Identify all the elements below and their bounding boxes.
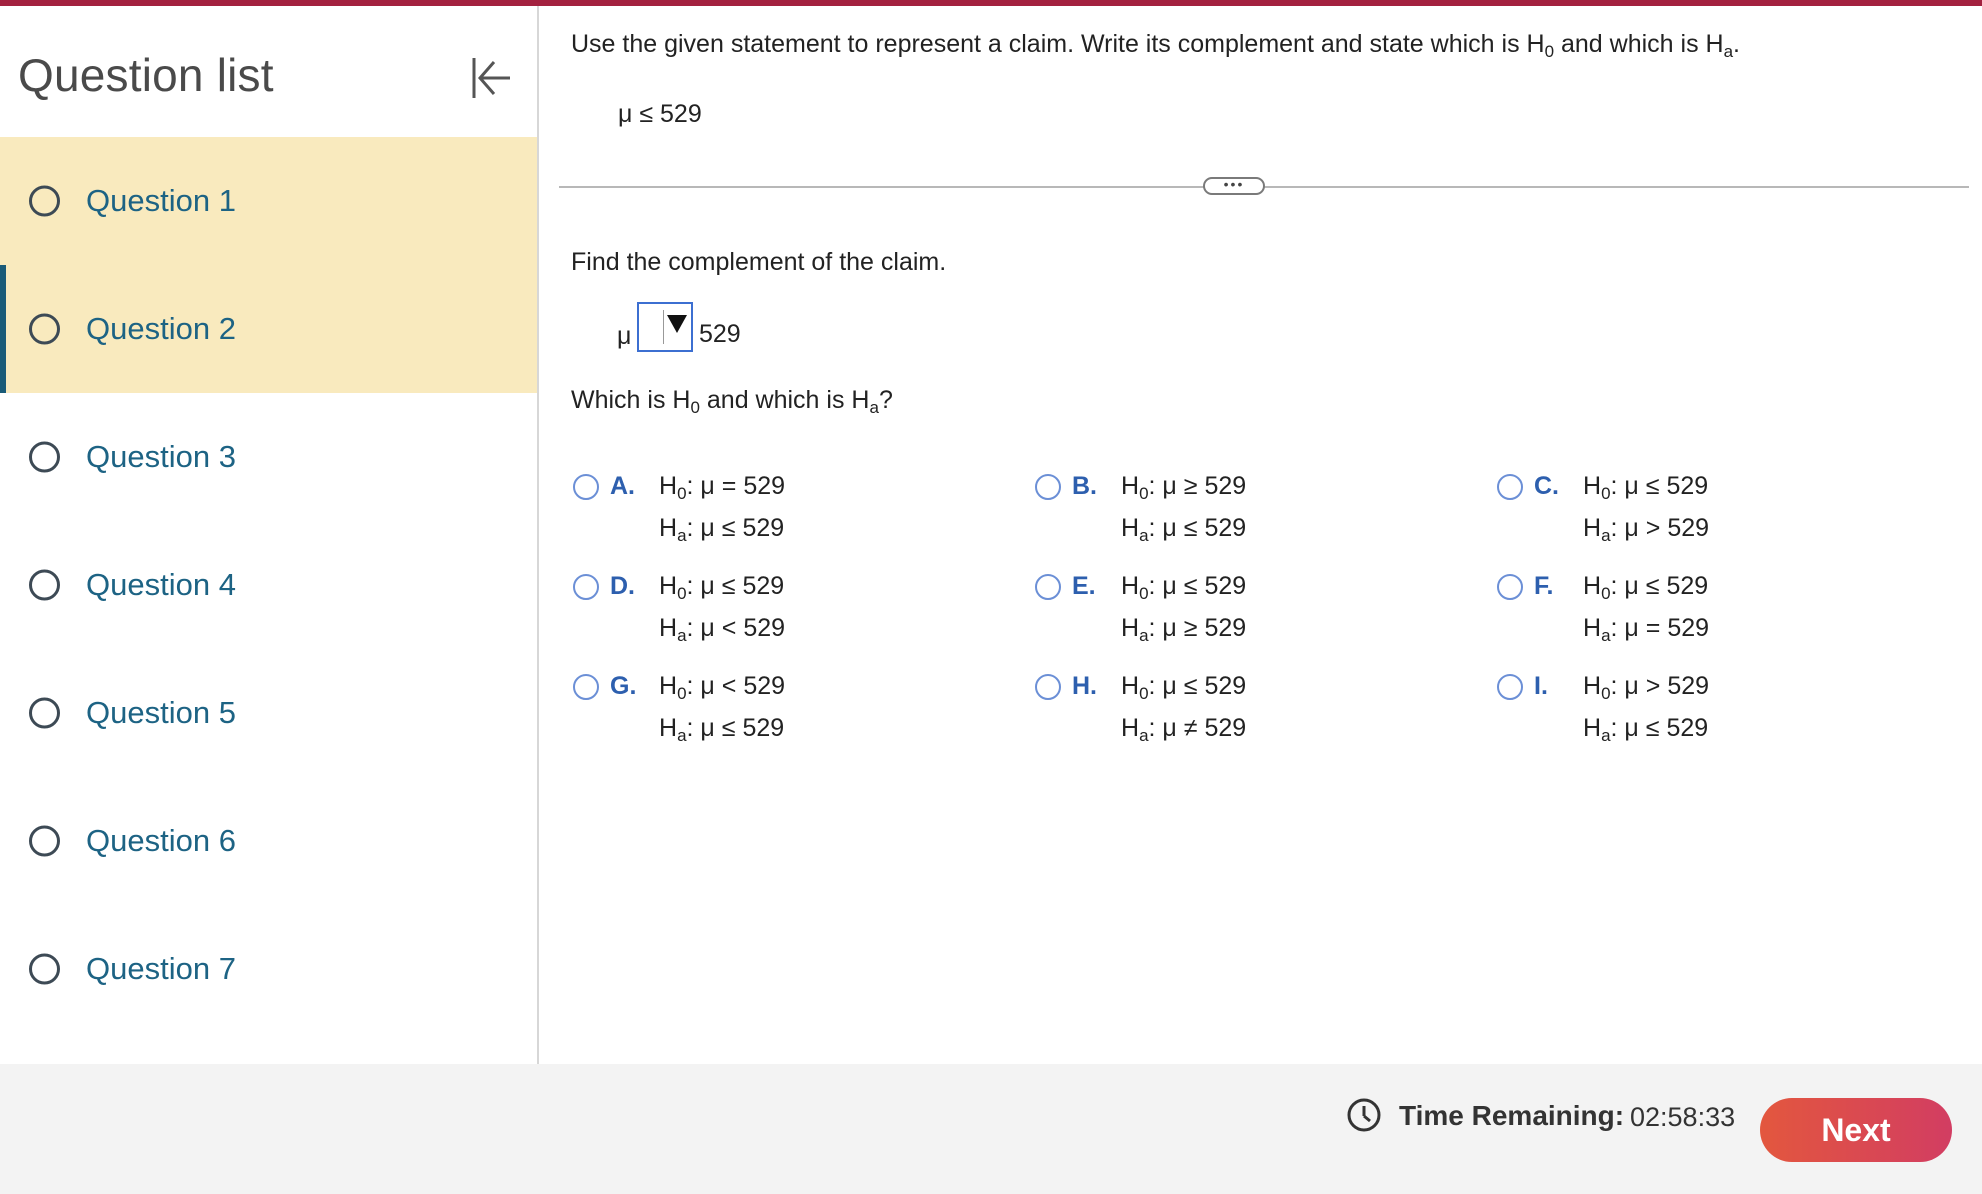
- sidebar-title: Question list: [18, 49, 274, 101]
- question-label: Question 3: [86, 439, 236, 474]
- question-item-3[interactable]: [0, 393, 537, 521]
- question-item-4[interactable]: [0, 521, 537, 649]
- question-label: Question 7: [86, 951, 236, 986]
- subscript: a: [677, 626, 687, 645]
- option-letter: B.: [1072, 472, 1097, 500]
- question-label: Question 1: [86, 183, 236, 218]
- option-ha: $H_a$: μ ≤ 529: [659, 714, 785, 745]
- dropdown-arrow-icon: [667, 315, 687, 333]
- which-text: ?: [878, 386, 893, 414]
- dropdown-separator: [663, 310, 664, 344]
- subscript: a: [869, 398, 879, 417]
- subscript: 0: [1601, 484, 1611, 503]
- option-e[interactable]: [1035, 572, 1455, 652]
- complement-value: 529: [699, 320, 741, 348]
- option-ha: $H_a$: μ < 529: [659, 614, 786, 645]
- ha-text: : μ ≤ 529: [686, 714, 785, 742]
- option-f[interactable]: [1497, 572, 1917, 652]
- ha-text: : μ > 529: [1610, 514, 1710, 542]
- collapse-left-icon: [462, 50, 518, 106]
- option-h0: $H_0$: μ ≤ 529: [659, 572, 785, 603]
- option-h0: $H_0$: μ ≤ 529: [1583, 472, 1709, 503]
- subscript: a: [677, 526, 687, 545]
- ha-text: : μ ≠ 529: [1148, 714, 1247, 742]
- subscript: a: [1601, 626, 1611, 645]
- option-a[interactable]: [573, 472, 993, 552]
- question-list-sidebar: [0, 6, 539, 1064]
- question-label: Question 5: [86, 695, 236, 730]
- question-item-1[interactable]: [0, 137, 537, 265]
- subscript: a: [1601, 726, 1611, 745]
- status-circle-icon: [29, 186, 60, 217]
- option-letter: G.: [610, 672, 637, 700]
- subscript: a: [1139, 626, 1149, 645]
- option-b[interactable]: [1035, 472, 1455, 552]
- h0-text: : μ ≤ 529: [686, 572, 785, 600]
- subscript: 0: [1544, 42, 1555, 61]
- time-remaining-label: Time Remaining:: [1399, 1100, 1625, 1131]
- h0-text: : μ < 529: [686, 672, 786, 700]
- question-label: Question 6: [86, 823, 236, 858]
- question-item-2[interactable]: [0, 265, 537, 393]
- subscript: a: [1601, 526, 1611, 545]
- prompt-text: and which is H: [1554, 30, 1724, 58]
- status-circle-icon: [29, 954, 60, 985]
- expand-more-button[interactable]: •••: [1203, 177, 1265, 195]
- status-circle-icon: [29, 698, 60, 729]
- option-ha: $H_a$: μ = 529: [1583, 614, 1710, 645]
- subscript: 0: [1601, 684, 1611, 703]
- claim-statement: μ ≤ 529: [618, 100, 702, 128]
- h0-text: : μ > 529: [1610, 672, 1710, 700]
- h0-text: : μ ≤ 529: [1148, 572, 1247, 600]
- option-radio[interactable]: [1497, 574, 1523, 600]
- option-radio[interactable]: [573, 474, 599, 500]
- option-ha: $H_a$: μ ≥ 529: [1121, 614, 1247, 645]
- h0-text: : μ ≥ 529: [1148, 472, 1247, 500]
- status-circle-icon: [29, 442, 60, 473]
- subscript: 0: [1139, 584, 1149, 603]
- option-h[interactable]: [1035, 672, 1455, 752]
- ha-text: : μ ≤ 529: [1148, 514, 1247, 542]
- option-radio[interactable]: [1035, 674, 1061, 700]
- subscript: a: [1723, 42, 1734, 61]
- option-d[interactable]: [573, 572, 993, 652]
- option-radio[interactable]: [1035, 474, 1061, 500]
- subscript: 0: [1139, 684, 1149, 703]
- h0-text: : μ ≤ 529: [1610, 472, 1709, 500]
- h0-text: : μ ≤ 529: [1148, 672, 1247, 700]
- status-circle-icon: [29, 314, 60, 345]
- option-ha: $H_a$: μ ≤ 529: [1583, 714, 1709, 745]
- option-h0: $H_0$: μ ≤ 529: [1583, 572, 1709, 603]
- subscript: 0: [677, 584, 687, 603]
- option-letter: D.: [610, 572, 635, 600]
- option-radio[interactable]: [1035, 574, 1061, 600]
- relation-dropdown[interactable]: [637, 302, 693, 352]
- which-text: Which is H: [571, 386, 691, 414]
- question-prompt: [571, 30, 1740, 59]
- option-i[interactable]: [1497, 672, 1917, 752]
- question-item-7[interactable]: [0, 905, 537, 1033]
- option-letter: C.: [1534, 472, 1559, 500]
- question-label: Question 4: [86, 567, 236, 602]
- time-remaining-value: 02:58:33: [1630, 1102, 1736, 1132]
- ha-text: : μ < 529: [686, 614, 786, 642]
- option-h0: $H_0$: μ = 529: [659, 472, 786, 503]
- collapse-sidebar-button[interactable]: [462, 50, 518, 106]
- question-list: [0, 137, 537, 1033]
- next-button[interactable]: Next: [1760, 1098, 1952, 1162]
- option-ha: $H_a$: μ ≤ 529: [1121, 514, 1247, 545]
- option-radio[interactable]: [1497, 674, 1523, 700]
- question-item-6[interactable]: [0, 777, 537, 905]
- question-item-5[interactable]: [0, 649, 537, 777]
- status-circle-icon: [29, 570, 60, 601]
- option-h0: $H_0$: μ > 529: [1583, 672, 1710, 703]
- which-text: and which is H: [699, 386, 870, 414]
- option-letter: H.: [1072, 672, 1097, 700]
- subscript: a: [1139, 726, 1149, 745]
- mu-symbol: μ: [617, 322, 632, 350]
- status-circle-icon: [29, 826, 60, 857]
- option-letter: A.: [610, 472, 635, 500]
- subscript: 0: [677, 484, 687, 503]
- prompt-text: Use the given statement to represent a claim. Write its complement and state which is H: [571, 30, 1545, 58]
- option-h0: $H_0$: μ ≤ 529: [1121, 672, 1247, 703]
- option-ha: $H_a$: μ ≤ 529: [659, 514, 785, 545]
- option-h0: $H_0$: μ < 529: [659, 672, 786, 703]
- subscript: 0: [1139, 484, 1149, 503]
- question-label: Question 2: [86, 311, 236, 346]
- find-complement-text: Find the complement of the claim.: [571, 248, 947, 276]
- subscript: a: [677, 726, 687, 745]
- option-letter: I.: [1534, 672, 1548, 700]
- subscript: 0: [677, 684, 687, 703]
- question-content: [539, 6, 1982, 1064]
- option-letter: E.: [1072, 572, 1096, 600]
- option-ha: $H_a$: μ > 529: [1583, 514, 1710, 545]
- option-radio[interactable]: [573, 574, 599, 600]
- subscript: 0: [690, 398, 700, 417]
- subscript: 0: [1601, 584, 1611, 603]
- ha-text: : μ ≤ 529: [1610, 714, 1709, 742]
- ha-text: : μ ≥ 529: [1148, 614, 1247, 642]
- option-letter: F.: [1534, 572, 1554, 600]
- ha-text: : μ = 529: [1610, 614, 1710, 642]
- option-radio[interactable]: [1497, 474, 1523, 500]
- prompt-text: .: [1733, 30, 1740, 58]
- subscript: a: [1139, 526, 1149, 545]
- which-question-text: [571, 386, 893, 415]
- option-h0: $H_0$: μ ≤ 529: [1121, 572, 1247, 603]
- h0-text: : μ = 529: [686, 472, 786, 500]
- option-radio[interactable]: [573, 674, 599, 700]
- option-c[interactable]: [1497, 472, 1917, 552]
- h0-text: : μ ≤ 529: [1610, 572, 1709, 600]
- clock-icon: [1346, 1097, 1382, 1133]
- option-ha: $H_a$: μ ≠ 529: [1121, 714, 1247, 745]
- option-h0: $H_0$: μ ≥ 529: [1121, 472, 1247, 503]
- option-g[interactable]: [573, 672, 993, 752]
- ha-text: : μ ≤ 529: [686, 514, 785, 542]
